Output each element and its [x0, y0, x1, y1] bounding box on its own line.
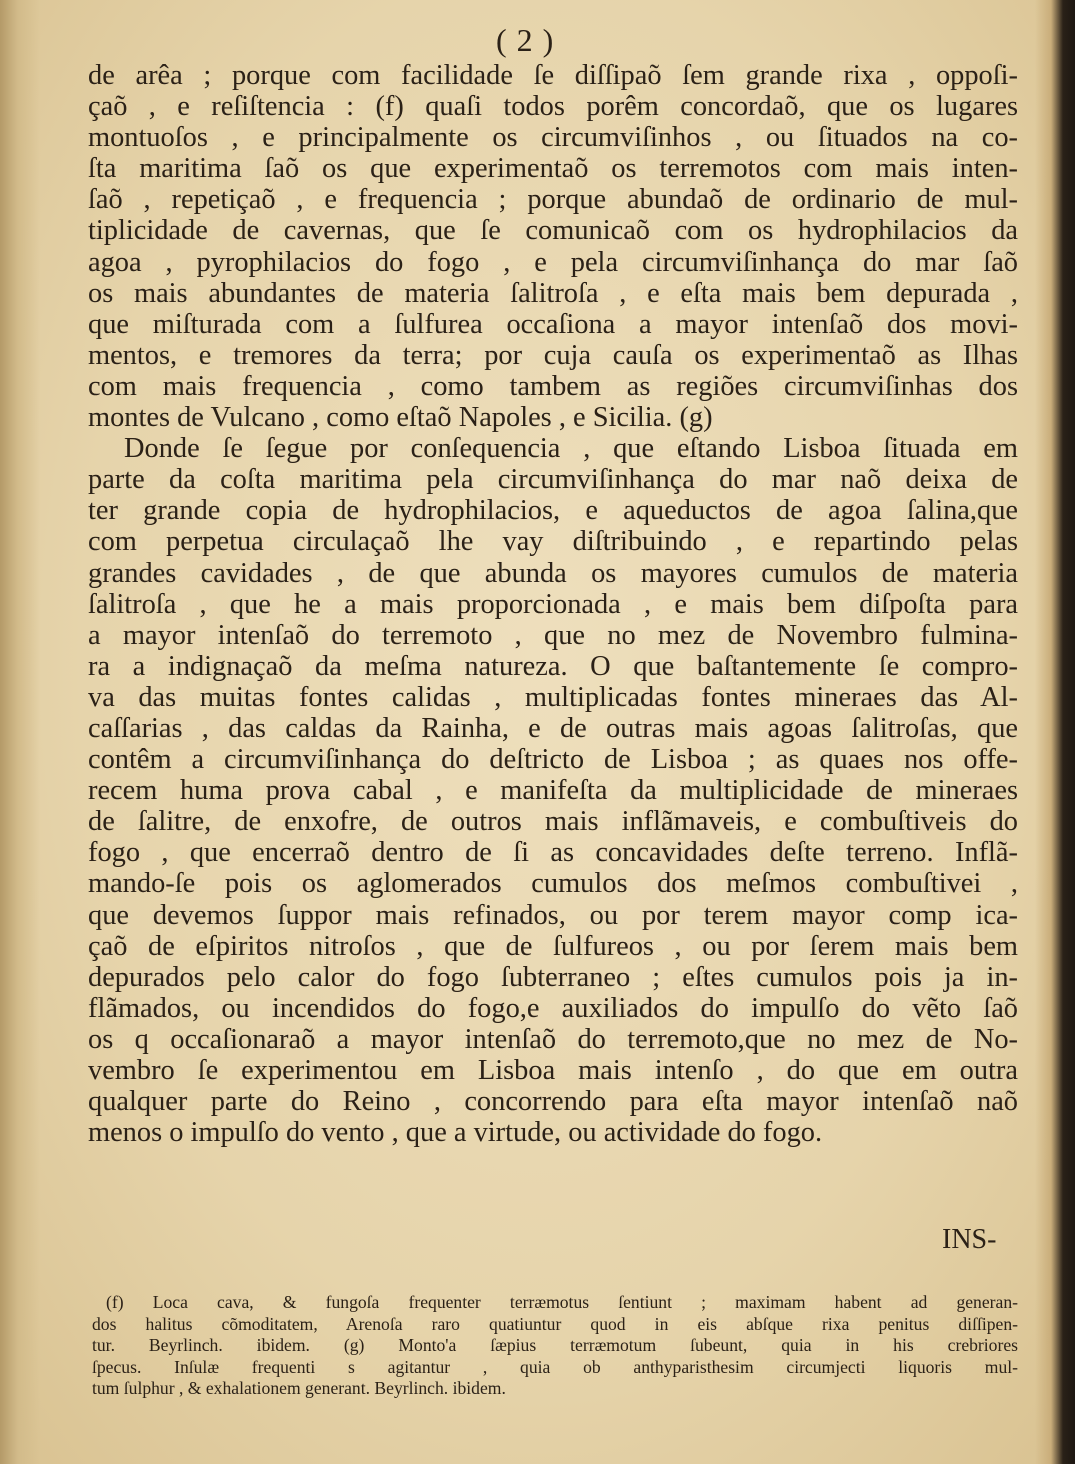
- text-line: va das muitas fontes calidas , multiplicadas fontes mineraes das Al-: [88, 681, 1018, 713]
- text-line: mando-ſe pois os aglomerados cumulos dos meſmos combuſtivei ,: [88, 868, 1018, 900]
- text-line: contêm a circumviſinhança do deſtricto de Lisboa ; as quaes nos offe-: [88, 744, 1018, 776]
- text-line: ſta maritima ſaõ os que experimentaõ os terremotos com mais inten-: [88, 153, 1018, 185]
- text-line: tiplicidade de cavernas, que ſe comunicaõ com os hydrophilacios da: [88, 215, 1018, 247]
- body-text: [88, 60, 1018, 1148]
- catchword: INS-: [942, 1224, 997, 1255]
- footnote-line: tum ſulphur , & exhalationem generant. Beyrlinch. ibidem.: [92, 1378, 506, 1398]
- text-line: flãmados, ou incendidos do fogo,e auxiliados do impulſo do vẽto ſaõ: [88, 992, 1018, 1024]
- text-line: qualquer parte do Reino , concorrendo para eſta mayor intenſaõ naõ: [88, 1086, 1018, 1118]
- text-line: vembro ſe experimentou em Lisboa mais intenſo , do que em outra: [88, 1055, 1018, 1086]
- text-line: de ſalitre, de enxofre, de outros mais inflãmaveis, e combuſtiveis do: [88, 806, 1018, 838]
- text-line: fogo , que encerraõ dentro de ſi as concavidades deſte terreno. Inflã-: [88, 837, 1018, 869]
- text-line: que devemos ſuppor mais refinados, ou por terem mayor comp ica-: [88, 899, 1018, 931]
- text-line: menos o impulſo do vento , que a virtude, ou actividade do fogo.: [88, 1117, 823, 1149]
- text-line: ſaõ , repetiçaõ , e frequencia ; porque abundaõ de ordinario de mul-: [88, 184, 1018, 216]
- text-line: de arêa ; porque com facilidade ſe diſſipaõ ſem grande rixa , oppoſi-: [88, 60, 1018, 91]
- text-line: agoa , pyrophilacios do fogo , e pela circumviſinhança do mar ſaõ: [88, 246, 1018, 278]
- text-line: çaõ de eſpiritos nitroſos , que de ſulfureos , ou por ſerem mais bem: [88, 930, 1018, 962]
- text-line: mentos, e tremores da terra; por cuja cauſa os experimentaõ as Ilhas: [88, 339, 1018, 371]
- text-line: Donde ſe ſegue por conſequencia , que eſtando Lisboa ſituada em: [124, 433, 1018, 465]
- text-line: parte da coſta maritima pela circumviſinhança do mar naõ deixa de: [88, 464, 1018, 496]
- text-line: depurados pelo calor do fogo ſubterraneo ; eſtes cumulos pois ja in-: [88, 961, 1018, 993]
- text-line: a mayor intenſaõ do terremoto , que no mez de Novembro fulmina-: [88, 619, 1018, 651]
- text-line: ter grande copia de hydrophilacios, e aqueductos de agoa ſalina,que: [88, 495, 1018, 527]
- page-number: ( 2 ): [496, 22, 555, 58]
- footnotes: [92, 1292, 1018, 1400]
- text-line: montuoſos , e principalmente os circumviſinhos , ou ſituados na co-: [88, 122, 1018, 154]
- page-edge: [1035, 0, 1075, 1464]
- text-line: ra a indignaçaõ da meſma natureza. O que baſtantemente ſe compro-: [88, 650, 1018, 682]
- text-line: montes de Vulcano , como eſtaõ Napoles , e Sicilia. (g): [88, 402, 713, 434]
- text-line: ſalitroſa , que he a mais proporcionada , e mais bem diſpoſta para: [88, 588, 1018, 620]
- text-line: com mais frequencia , como tambem as regiões circumviſinhas dos: [88, 370, 1018, 402]
- text-line: os mais abundantes de materia ſalitroſa , e eſta mais bem depurada ,: [88, 277, 1018, 309]
- footnote-line: (f) Loca cava, & fungoſa frequenter terræmotus ſentiunt ; maximam habent ad generan-: [106, 1292, 1018, 1312]
- footnote-line: ſpecus. Inſulæ frequenti s agitantur , quia ob anthyparisthesim circumjecti liquoris mul-: [92, 1356, 1018, 1377]
- text-line: os q occaſionaraõ a mayor intenſaõ do terremoto,que no mez de No-: [88, 1023, 1018, 1055]
- text-line: çaõ , e reſiſtencia : (f) quaſi todos porêm concordaõ, que os lugares: [88, 91, 1018, 123]
- footnote-line: dos halitus cõmoditatem, Arenoſa raro quatiuntur quod in eis abſque rixa penitus diſſipen-: [92, 1313, 1018, 1334]
- text-line: que miſturada com a ſulfurea occaſiona a mayor intenſaõ dos movi-: [88, 308, 1018, 340]
- text-line: grandes cavidades , de que abunda os mayores cumulos de materia: [88, 557, 1018, 589]
- text-line: caſſarias , das caldas da Rainha, e de outras mais agoas ſalitroſas, que: [88, 712, 1018, 744]
- text-line: com perpetua circulaçaõ lhe vay diſtribuindo , e repartindo pelas: [88, 526, 1018, 558]
- binding-gutter: [0, 0, 40, 1464]
- text-line: recem huma prova cabal , e manifeſta da multiplicidade de mineraes: [88, 775, 1018, 807]
- footnote-line: tur. Beyrlinch. ibidem. (g) Monto'a ſæpius terræmotum ſubeunt, quia in his crebriores: [92, 1335, 1018, 1355]
